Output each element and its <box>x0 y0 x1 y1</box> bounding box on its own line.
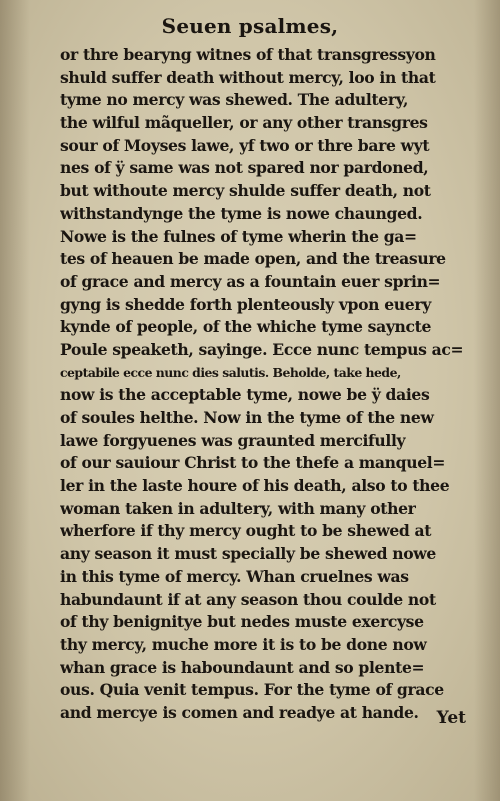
text-line: of soules helthe. Now in the tyme of the new <box>60 408 434 427</box>
text-line: or thre bearyng witnes of that transgressyon <box>60 45 436 64</box>
text-line: the wilful mãqueller, or any other transgres <box>60 113 428 133</box>
text-line: now is the acceptable tyme, nowe be ÿ daies <box>60 385 430 405</box>
text-line: shuld suffer death without mercy, loo in that <box>60 67 436 87</box>
text-line: ous. Quia venit tempus. For the tyme of grace <box>60 680 444 700</box>
catchword: Yet <box>436 708 466 728</box>
running-header: Seuen psalmes, <box>161 14 339 38</box>
text-line: habundaunt if at any season thou coulde not <box>60 589 436 609</box>
text-line: withstandynge the tyme is nowe chaunged. <box>60 203 423 223</box>
text-line: gyng is shedde forth plenteously vpon euery <box>60 294 431 314</box>
text-line: of our sauiour Christ to the thefe a manquel= <box>60 453 446 473</box>
page-gutter-shadow <box>0 0 30 801</box>
text-line: Nowe is the fulnes of tyme wherin the ga= <box>60 226 417 246</box>
text-line: lawe forgyuenes was graunted mercifully <box>60 430 406 450</box>
text-line: tyme no mercy was shewed. The adultery, <box>60 90 409 110</box>
text-line: any season it must specially be shewed nowe <box>60 544 436 564</box>
text-line: of grace and mercy as a fountain euer sprin= <box>60 271 441 291</box>
text-line: thy mercy, muche more it is to be done now <box>60 634 427 654</box>
text-line: of thy benignitye but nedes muste exercyse <box>60 612 424 632</box>
text-line: ler in the laste houre of his death, also to thee <box>60 476 450 496</box>
text-line: in this tyme of mercy. Whan cruelnes was <box>60 566 409 586</box>
text-line: and mercye is comen and readye at hande. <box>60 702 419 722</box>
text-line: ceptabile ecce nunc dies salutis. Beholde, take hede, <box>60 364 401 380</box>
text-line: nes of ÿ same was not spared nor pardoned, <box>60 158 429 178</box>
text-line: sour of Moyses lawe, yf two or thre bare wyt <box>60 135 430 155</box>
text-line: Poule speaketh, sayinge. Ecce nunc tempus ac= <box>60 339 464 359</box>
text-line: tes of heauen be made open, and the treasure <box>60 249 446 269</box>
text-line: whan grace is haboundaunt and so plente= <box>60 657 425 677</box>
text-line: but withoute mercy shulde suffer death, not <box>60 181 431 201</box>
text-line: wherfore if thy mercy ought to be shewed at <box>60 521 432 541</box>
text-line: woman taken in adultery, with many other <box>60 498 416 518</box>
text-line: kynde of people, of the whiche tyme sayncte <box>60 317 432 337</box>
body-text <box>60 44 470 725</box>
page-edge-shadow <box>474 0 500 801</box>
